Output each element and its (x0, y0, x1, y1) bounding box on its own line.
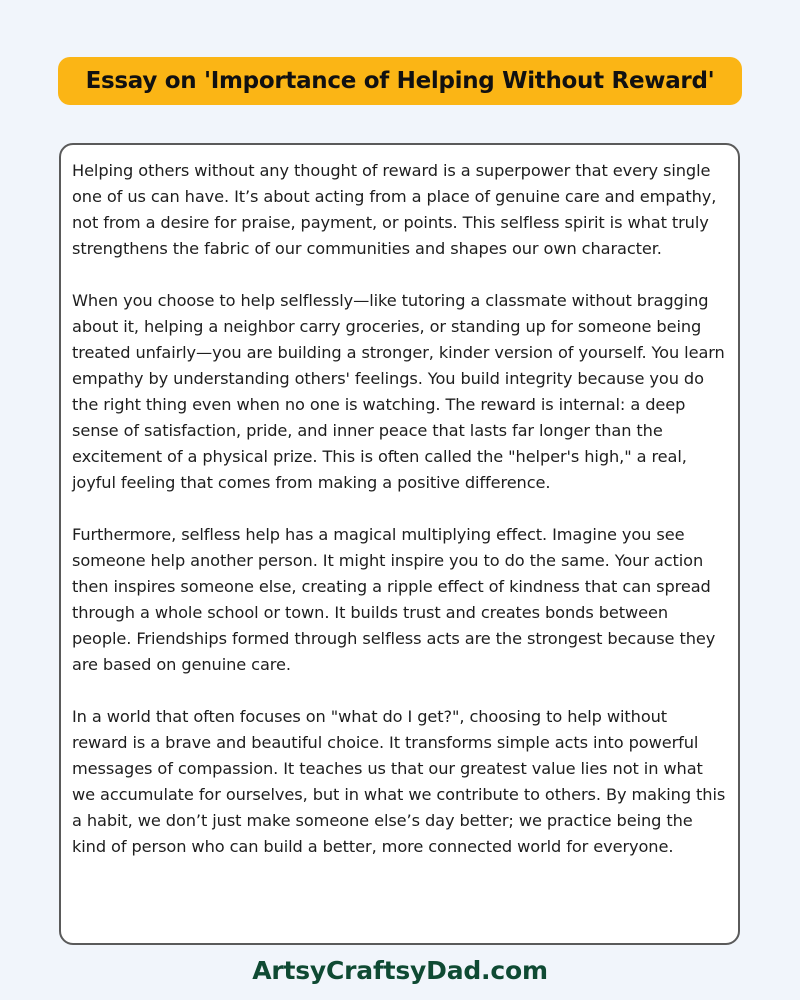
page-title: Essay on 'Importance of Helping Without Reward' (85, 68, 715, 94)
footer-brand: ArtsyCraftsyDad.com (252, 956, 548, 985)
essay-paragraph-2: When you choose to help selflessly—like tutoring a classmate without bragging about it, helping a neighbor carry groceries, or standing up for someone being treated unfairly—you are building a stronger, kinder version of yourself. You learn empathy by understanding others' feelings. You build integrity because you do the right thing even when no one is watching. The reward is internal: a deep sense of satisfaction, pride, and inner peace that lasts far longer than the excitement of a physical prize. This is often called the "helper's high," a real, joyful feeling that comes from making a positive difference. (72, 291, 725, 492)
essay-paragraph-4: In a world that often focuses on "what do I get?", choosing to help without reward is a brave and beautiful choice. It transforms simple acts into powerful messages of compassion. It teaches us that our greatest value lies not in what we accumulate for ourselves, but in what we contribute to others. By making this a habit, we don’t just make someone else’s day better; we practice being the kind of person who can build a better, more connected world for everyone. (72, 707, 726, 856)
title-banner (58, 57, 742, 105)
essay-box (59, 143, 740, 945)
essay-paragraph-3: Furthermore, selfless help has a magical multiplying effect. Imagine you see someone help another person. It might inspire you to do the same. Your action then inspires someone else, creating a ripple effect of kindness that can spread through a whole school or town. It builds trust and creates bonds between people. Friendships formed through selfless acts are the strongest because they are based on genuine care. (72, 525, 716, 674)
essay-paragraph-1: Helping others without any thought of reward is a superpower that every single one of us can have. It’s about acting from a place of genuine care and empathy, not from a desire for praise, payment, or points. This selfless spirit is what truly strengthens the fabric of our communities and shapes our own character. (72, 161, 717, 258)
